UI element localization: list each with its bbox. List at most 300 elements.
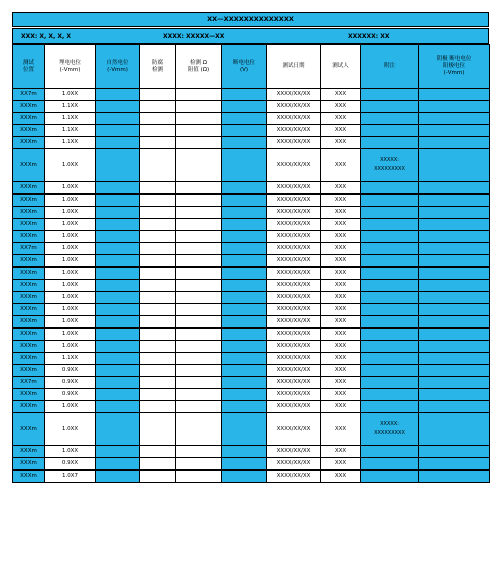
- cell-test-date: XXXX/XX/XX: [267, 101, 321, 113]
- table-row: [13, 292, 490, 304]
- cell-measured-potential: 1.0XX: [45, 328, 96, 341]
- cell-coating-check: [140, 231, 176, 243]
- cell-natural-potential: [96, 255, 140, 268]
- cell-resistance: [176, 377, 222, 389]
- cell-anode-potential: [419, 389, 490, 401]
- cell-coating-check: [140, 255, 176, 268]
- cell-test-date: XXXX/XX/XX: [267, 377, 321, 389]
- cell-position: XX7m: [13, 89, 45, 101]
- cell-natural-potential: [96, 231, 140, 243]
- cell-measured-potential: 1.0XX: [45, 149, 96, 182]
- cell-natural-potential: [96, 194, 140, 207]
- cell-tester: XXX: [321, 149, 361, 182]
- cell-position: XXXm: [13, 304, 45, 316]
- cell-tester: XXX: [321, 389, 361, 401]
- table-row: [13, 446, 490, 458]
- cell-test-date: XXXX/XX/XX: [267, 113, 321, 125]
- table-row: [13, 377, 490, 389]
- cell-natural-potential: [96, 101, 140, 113]
- cell-off-potential: [222, 413, 267, 446]
- cell-tester: XXX: [321, 316, 361, 329]
- cell-measured-potential: 1.0XX: [45, 194, 96, 207]
- cell-tester: XXX: [321, 267, 361, 280]
- cell-tester: XXX: [321, 194, 361, 207]
- cell-anode-potential: [419, 89, 490, 101]
- cell-notes: [361, 401, 419, 413]
- cell-measured-potential: 1.0XX: [45, 292, 96, 304]
- cell-test-date: XXXX/XX/XX: [267, 401, 321, 413]
- cell-resistance: [176, 401, 222, 413]
- cell-measured-potential: 0.9XX: [45, 389, 96, 401]
- table-row: [13, 194, 490, 207]
- cell-resistance: [176, 470, 222, 483]
- cell-test-date: XXXX/XX/XX: [267, 316, 321, 329]
- cell-coating-check: [140, 377, 176, 389]
- cell-test-date: XXXX/XX/XX: [267, 219, 321, 231]
- cell-position: XXXm: [13, 353, 45, 365]
- cell-test-date: XXXX/XX/XX: [267, 304, 321, 316]
- table-row: [13, 341, 490, 353]
- table-row: [13, 219, 490, 231]
- cell-tester: XXX: [321, 328, 361, 341]
- cell-measured-potential: 1.0XX: [45, 267, 96, 280]
- cell-position: XXXm: [13, 194, 45, 207]
- cell-notes: [361, 353, 419, 365]
- cell-test-date: XXXX/XX/XX: [267, 389, 321, 401]
- cell-anode-potential: [419, 125, 490, 137]
- cell-measured-potential: 1.1XX: [45, 125, 96, 137]
- cell-measured-potential: 1.0XX: [45, 401, 96, 413]
- cell-tester: XXX: [321, 304, 361, 316]
- cell-off-potential: [222, 328, 267, 341]
- table-row: [13, 267, 490, 280]
- cell-resistance: [176, 231, 222, 243]
- cell-tester: XXX: [321, 446, 361, 458]
- cell-position: XXXm: [13, 137, 45, 149]
- table-row: [13, 182, 490, 195]
- cell-test-date: XXXX/XX/XX: [267, 280, 321, 292]
- table-row: [13, 231, 490, 243]
- header-anode-potential: 阴极 断电电位 阳极电位 (-Vmm): [419, 45, 490, 89]
- cell-notes: [361, 182, 419, 195]
- cell-notes: [361, 243, 419, 255]
- cell-resistance: [176, 89, 222, 101]
- cell-position: XXXm: [13, 458, 45, 471]
- cell-natural-potential: [96, 470, 140, 483]
- cell-position: XXXm: [13, 125, 45, 137]
- cell-resistance: [176, 113, 222, 125]
- cell-position: XXXm: [13, 231, 45, 243]
- cell-coating-check: [140, 389, 176, 401]
- cell-notes: [361, 365, 419, 377]
- cell-test-date: XXXX/XX/XX: [267, 231, 321, 243]
- cell-tester: XXX: [321, 365, 361, 377]
- cell-resistance: [176, 413, 222, 446]
- cell-notes: [361, 231, 419, 243]
- cell-measured-potential: 1.0XX: [45, 446, 96, 458]
- cell-tester: XXX: [321, 89, 361, 101]
- cell-natural-potential: [96, 280, 140, 292]
- cell-anode-potential: [419, 194, 490, 207]
- cell-notes: [361, 292, 419, 304]
- table-row: [13, 89, 490, 101]
- cell-resistance: [176, 353, 222, 365]
- cell-position: XXXm: [13, 255, 45, 268]
- cell-test-date: XXXX/XX/XX: [267, 182, 321, 195]
- cell-test-date: XXXX/XX/XX: [267, 413, 321, 446]
- cell-coating-check: [140, 328, 176, 341]
- table-row: [13, 255, 490, 268]
- cell-off-potential: [222, 113, 267, 125]
- cell-coating-check: [140, 182, 176, 195]
- cell-position: XXXm: [13, 149, 45, 182]
- cell-measured-potential: 0.9XX: [45, 365, 96, 377]
- cell-off-potential: [222, 292, 267, 304]
- cell-anode-potential: [419, 243, 490, 255]
- cell-off-potential: [222, 267, 267, 280]
- cell-off-potential: [222, 341, 267, 353]
- cell-tester: XXX: [321, 231, 361, 243]
- cell-notes: [361, 304, 419, 316]
- cell-tester: XXX: [321, 292, 361, 304]
- cell-coating-check: [140, 413, 176, 446]
- cell-natural-potential: [96, 413, 140, 446]
- cell-off-potential: [222, 101, 267, 113]
- cell-test-date: XXXX/XX/XX: [267, 137, 321, 149]
- cell-anode-potential: [419, 101, 490, 113]
- cell-off-potential: [222, 219, 267, 231]
- cell-test-date: XXXX/XX/XX: [267, 149, 321, 182]
- cell-coating-check: [140, 446, 176, 458]
- table-row: [13, 413, 490, 446]
- cell-test-date: XXXX/XX/XX: [267, 458, 321, 471]
- cell-anode-potential: [419, 137, 490, 149]
- cell-anode-potential: [419, 292, 490, 304]
- cell-coating-check: [140, 125, 176, 137]
- cell-position: XXXm: [13, 101, 45, 113]
- measurement-sheet: [12, 12, 489, 556]
- cell-measured-potential: 1.0XX: [45, 219, 96, 231]
- cell-test-date: XXXX/XX/XX: [267, 243, 321, 255]
- cell-resistance: [176, 182, 222, 195]
- table-row: [13, 401, 490, 413]
- cell-off-potential: [222, 194, 267, 207]
- cell-off-potential: [222, 243, 267, 255]
- cell-notes: [361, 458, 419, 471]
- cell-test-date: XXXX/XX/XX: [267, 267, 321, 280]
- cell-off-potential: [222, 446, 267, 458]
- cell-off-potential: [222, 182, 267, 195]
- cell-anode-potential: [419, 149, 490, 182]
- cell-position: XXXm: [13, 389, 45, 401]
- cell-measured-potential: 1.0XX: [45, 255, 96, 268]
- cell-anode-potential: [419, 182, 490, 195]
- cell-position: XXXm: [13, 365, 45, 377]
- cell-test-date: XXXX/XX/XX: [267, 365, 321, 377]
- cell-position: XXXm: [13, 413, 45, 446]
- header-notes: 附注: [361, 45, 419, 89]
- cell-anode-potential: [419, 458, 490, 471]
- cell-coating-check: [140, 353, 176, 365]
- cell-test-date: XXXX/XX/XX: [267, 292, 321, 304]
- cell-test-date: XXXX/XX/XX: [267, 255, 321, 268]
- cell-measured-potential: 1.0XX: [45, 413, 96, 446]
- table-row: [13, 137, 490, 149]
- cell-tester: XXX: [321, 401, 361, 413]
- cell-position: XX7m: [13, 243, 45, 255]
- cell-measured-potential: 0.9XX: [45, 377, 96, 389]
- cell-resistance: [176, 280, 222, 292]
- cell-off-potential: [222, 458, 267, 471]
- cell-test-date: XXXX/XX/XX: [267, 125, 321, 137]
- cell-position: XXXm: [13, 316, 45, 329]
- cell-natural-potential: [96, 353, 140, 365]
- cell-notes: [361, 328, 419, 341]
- cell-tester: XXX: [321, 219, 361, 231]
- cell-off-potential: [222, 470, 267, 483]
- cell-position: XXXm: [13, 328, 45, 341]
- cell-position: XXXm: [13, 292, 45, 304]
- cell-tester: XXX: [321, 377, 361, 389]
- cell-test-date: XXXX/XX/XX: [267, 207, 321, 219]
- cell-off-potential: [222, 137, 267, 149]
- cell-anode-potential: [419, 341, 490, 353]
- cell-measured-potential: 1.0XX: [45, 231, 96, 243]
- cell-tester: XXX: [321, 182, 361, 195]
- cell-off-potential: [222, 231, 267, 243]
- cell-measured-potential: 1.0XX: [45, 243, 96, 255]
- cell-notes: [361, 113, 419, 125]
- table-row: [13, 458, 490, 471]
- cell-test-date: XXXX/XX/XX: [267, 328, 321, 341]
- cell-measured-potential: 1.0XX: [45, 304, 96, 316]
- cell-natural-potential: [96, 89, 140, 101]
- cell-notes: [361, 446, 419, 458]
- table-row: [13, 125, 490, 137]
- cell-measured-potential: 1.0X7: [45, 470, 96, 483]
- cell-natural-potential: [96, 182, 140, 195]
- cell-measured-potential: 0.9XX: [45, 458, 96, 471]
- cell-resistance: [176, 125, 222, 137]
- cell-off-potential: [222, 304, 267, 316]
- cell-tester: XXX: [321, 125, 361, 137]
- cell-natural-potential: [96, 458, 140, 471]
- cell-measured-potential: 1.1XX: [45, 137, 96, 149]
- cell-measured-potential: 1.0XX: [45, 341, 96, 353]
- cell-position: XXXm: [13, 341, 45, 353]
- cell-anode-potential: [419, 377, 490, 389]
- info-middle: XXXX: XXXXX—XX: [163, 33, 225, 40]
- cell-measured-potential: 1.1XX: [45, 101, 96, 113]
- cell-tester: XXX: [321, 280, 361, 292]
- cell-position: XXXm: [13, 267, 45, 280]
- cell-off-potential: [222, 125, 267, 137]
- cell-notes: [361, 219, 419, 231]
- table-row: [13, 149, 490, 182]
- cell-notes: [361, 470, 419, 483]
- cell-anode-potential: [419, 113, 490, 125]
- cell-tester: XXX: [321, 207, 361, 219]
- info-left: XXX: X, X, X, X: [21, 33, 71, 40]
- cell-tester: XXX: [321, 353, 361, 365]
- cell-resistance: [176, 458, 222, 471]
- header-test-date: 测试日期: [267, 45, 321, 89]
- cell-natural-potential: [96, 328, 140, 341]
- cell-coating-check: [140, 149, 176, 182]
- cell-off-potential: [222, 149, 267, 182]
- header-off-potential: 断电电位 (V): [222, 45, 267, 89]
- cell-resistance: [176, 101, 222, 113]
- cell-measured-potential: 1.0XX: [45, 182, 96, 195]
- table-row: [13, 280, 490, 292]
- table-row: [13, 101, 490, 113]
- cell-measured-potential: 1.0XX: [45, 280, 96, 292]
- cell-natural-potential: [96, 149, 140, 182]
- cell-coating-check: [140, 304, 176, 316]
- cell-resistance: [176, 389, 222, 401]
- cell-resistance: [176, 194, 222, 207]
- cell-notes: XXXXX: XXXXXXXXX: [361, 149, 419, 182]
- cell-off-potential: [222, 389, 267, 401]
- cell-natural-potential: [96, 125, 140, 137]
- cell-measured-potential: 1.0XX: [45, 207, 96, 219]
- cell-resistance: [176, 341, 222, 353]
- cell-coating-check: [140, 137, 176, 149]
- cell-measured-potential: 1.1XX: [45, 113, 96, 125]
- cell-anode-potential: [419, 280, 490, 292]
- cell-resistance: [176, 137, 222, 149]
- table-row: [13, 328, 490, 341]
- cell-position: XX7m: [13, 377, 45, 389]
- cell-natural-potential: [96, 243, 140, 255]
- cell-notes: [361, 316, 419, 329]
- cell-resistance: [176, 328, 222, 341]
- cell-tester: XXX: [321, 470, 361, 483]
- header-measured-potential: 埋电电位 (-Vmm): [45, 45, 96, 89]
- cell-test-date: XXXX/XX/XX: [267, 470, 321, 483]
- table-row: [13, 316, 490, 329]
- cell-notes: XXXXX: XXXXXXXXX: [361, 413, 419, 446]
- cell-coating-check: [140, 316, 176, 329]
- cell-anode-potential: [419, 304, 490, 316]
- cell-notes: [361, 125, 419, 137]
- cell-test-date: XXXX/XX/XX: [267, 89, 321, 101]
- cell-off-potential: [222, 377, 267, 389]
- cell-natural-potential: [96, 292, 140, 304]
- cell-position: XXXm: [13, 182, 45, 195]
- table-row: [13, 243, 490, 255]
- cell-natural-potential: [96, 446, 140, 458]
- table-row: [13, 470, 490, 483]
- info-right: XXXXXX: XX: [348, 33, 390, 40]
- cell-coating-check: [140, 89, 176, 101]
- cell-natural-potential: [96, 316, 140, 329]
- header-tester: 测试人: [321, 45, 361, 89]
- cell-resistance: [176, 255, 222, 268]
- cell-natural-potential: [96, 401, 140, 413]
- cell-off-potential: [222, 280, 267, 292]
- cell-measured-potential: 1.0XX: [45, 316, 96, 329]
- cell-tester: XXX: [321, 243, 361, 255]
- table-row: [13, 365, 490, 377]
- cell-anode-potential: [419, 267, 490, 280]
- cell-coating-check: [140, 243, 176, 255]
- cell-anode-potential: [419, 207, 490, 219]
- cell-position: XXXm: [13, 219, 45, 231]
- cell-coating-check: [140, 194, 176, 207]
- cell-natural-potential: [96, 365, 140, 377]
- cell-test-date: XXXX/XX/XX: [267, 341, 321, 353]
- cell-coating-check: [140, 267, 176, 280]
- cell-resistance: [176, 243, 222, 255]
- measurement-table: [12, 44, 490, 483]
- cell-test-date: XXXX/XX/XX: [267, 194, 321, 207]
- sheet-title: XX—XXXXXXXXXXXXXX: [12, 12, 489, 27]
- cell-notes: [361, 207, 419, 219]
- header-coating-check: 防腐 检测: [140, 45, 176, 89]
- cell-coating-check: [140, 219, 176, 231]
- table-row: [13, 389, 490, 401]
- cell-measured-potential: 1.0XX: [45, 89, 96, 101]
- cell-resistance: [176, 219, 222, 231]
- cell-anode-potential: [419, 255, 490, 268]
- header-row: [13, 45, 490, 89]
- cell-natural-potential: [96, 389, 140, 401]
- table-row: [13, 304, 490, 316]
- cell-tester: XXX: [321, 458, 361, 471]
- cell-position: XXXm: [13, 113, 45, 125]
- cell-coating-check: [140, 207, 176, 219]
- cell-tester: XXX: [321, 113, 361, 125]
- cell-notes: [361, 137, 419, 149]
- cell-coating-check: [140, 341, 176, 353]
- cell-coating-check: [140, 470, 176, 483]
- cell-off-potential: [222, 316, 267, 329]
- cell-notes: [361, 194, 419, 207]
- cell-anode-potential: [419, 353, 490, 365]
- cell-coating-check: [140, 458, 176, 471]
- cell-anode-potential: [419, 316, 490, 329]
- cell-anode-potential: [419, 231, 490, 243]
- cell-notes: [361, 267, 419, 280]
- cell-natural-potential: [96, 207, 140, 219]
- cell-position: XXXm: [13, 470, 45, 483]
- cell-off-potential: [222, 401, 267, 413]
- cell-natural-potential: [96, 113, 140, 125]
- cell-position: XXXm: [13, 401, 45, 413]
- cell-anode-potential: [419, 365, 490, 377]
- info-bar: [12, 28, 489, 44]
- cell-notes: [361, 341, 419, 353]
- cell-notes: [361, 89, 419, 101]
- cell-off-potential: [222, 353, 267, 365]
- header-resistance: 检测 Ω 阻值 (Ω): [176, 45, 222, 89]
- cell-notes: [361, 389, 419, 401]
- cell-natural-potential: [96, 341, 140, 353]
- cell-resistance: [176, 446, 222, 458]
- cell-coating-check: [140, 401, 176, 413]
- cell-position: XXXm: [13, 280, 45, 292]
- cell-resistance: [176, 149, 222, 182]
- cell-position: XXXm: [13, 207, 45, 219]
- cell-test-date: XXXX/XX/XX: [267, 353, 321, 365]
- cell-tester: XXX: [321, 137, 361, 149]
- cell-anode-potential: [419, 219, 490, 231]
- cell-coating-check: [140, 101, 176, 113]
- cell-coating-check: [140, 292, 176, 304]
- cell-resistance: [176, 207, 222, 219]
- cell-measured-potential: 1.1XX: [45, 353, 96, 365]
